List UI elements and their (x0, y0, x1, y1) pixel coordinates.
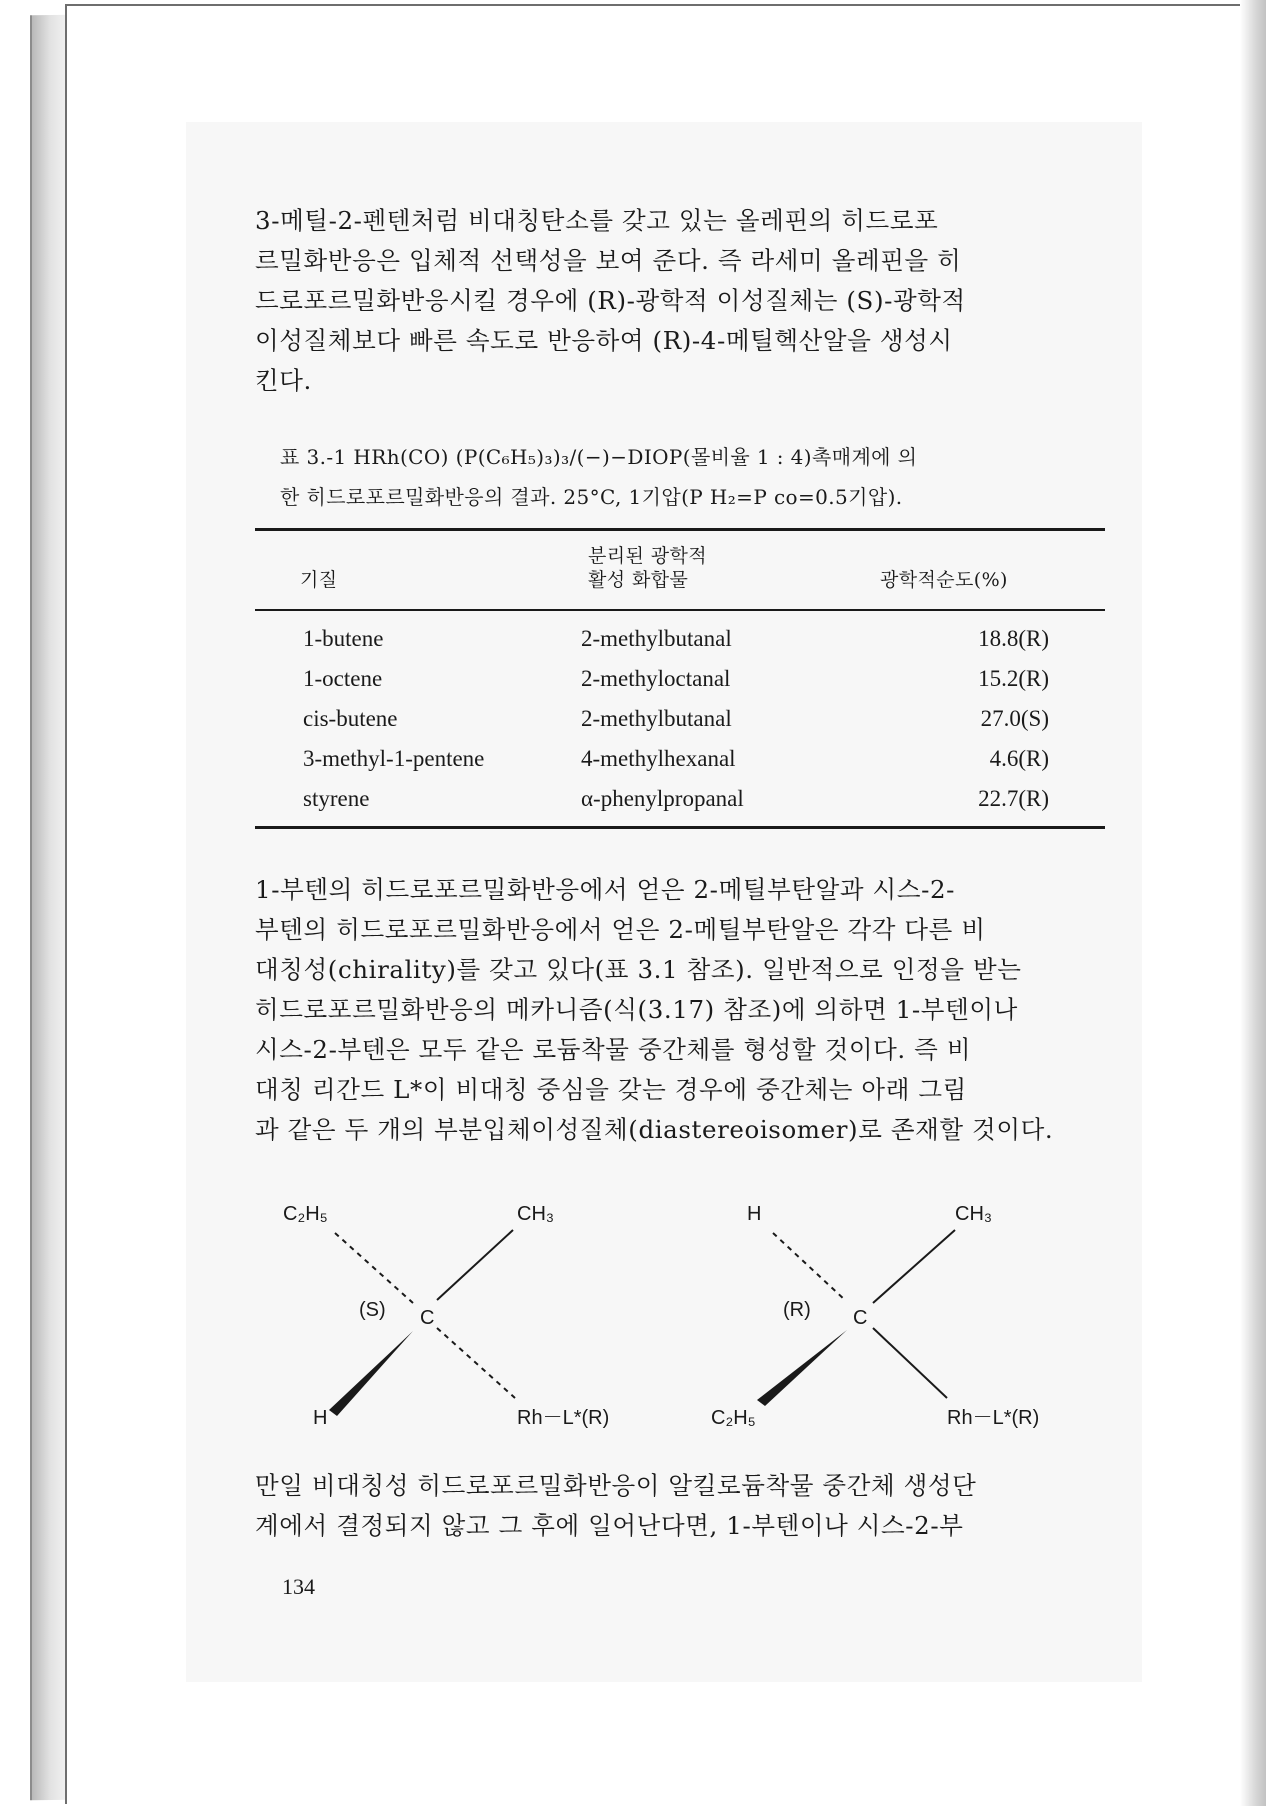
table-header-rule (255, 609, 1105, 611)
wedge-bond (329, 1331, 413, 1416)
cell-product: 2-methylbutanal (581, 626, 732, 651)
page-number: 134 (282, 1574, 315, 1599)
diastereomer-diagram (255, 1188, 1135, 1458)
cell-substrate: 3-methyl-1-pentene (303, 746, 485, 771)
text-line: 만일 비대칭성 히드로포르밀화반응이 알킬로듐착물 중간체 생성단 (255, 1471, 977, 1500)
substituent-label: CH₃ (955, 1203, 993, 1225)
cell-purity: 15.2(R) (978, 666, 1049, 691)
text-line: 킨다. (255, 366, 312, 395)
cell-product: 4-methylhexanal (581, 746, 736, 771)
configuration-label: (S) (359, 1299, 386, 1321)
hashed-bond (773, 1233, 845, 1300)
cell-substrate: styrene (303, 786, 370, 811)
table-row (303, 700, 1073, 740)
hashed-bond (437, 1328, 515, 1398)
cell-substrate: 1-butene (303, 626, 384, 651)
cell-product: 2-methylbutanal (581, 706, 732, 731)
text-line: 드로포르밀화반응시킬 경우에 (R)-광학적 이성질체는 (S)-광학적 (255, 286, 966, 315)
substituent-label: H (313, 1407, 328, 1429)
text-line: 히드로포르밀화반응의 메카니즘(식(3.17) 참조)에 의하면 1-부텐이나 (255, 995, 1018, 1024)
caption-line: 한 히드로포르밀화반응의 결과. 25°C, 1기압(P H₂=P co=0.5기압). (280, 485, 903, 509)
cell-purity: 4.6(R) (989, 746, 1049, 771)
paragraph-intro (255, 201, 1105, 401)
structure-s (283, 1203, 609, 1429)
text-line: 시스-2-부텐은 모두 같은 로듐착물 중간체를 형성할 것이다. 즉 비 (255, 1035, 972, 1064)
substituent-label: CH₃ (517, 1203, 555, 1225)
header-substrate: 기질 (300, 569, 338, 591)
text-line: 과 같은 두 개의 부분입체이성질체(diastereoisomer)로 존재할 것이다. (255, 1115, 1054, 1144)
header-purity: 광학적순도(%) (880, 569, 1008, 591)
table-row (303, 660, 1073, 700)
paragraph-mechanism (255, 870, 1105, 1150)
table-caption (280, 437, 1100, 517)
cell-substrate: 1-octene (303, 666, 383, 691)
cell-purity: 22.7(R) (978, 786, 1049, 811)
text-line: 이성질체보다 빠른 속도로 반응하여 (R)-4-메틸헥산알을 생성시 (255, 326, 953, 355)
page-edge-shadow (1240, 0, 1266, 1806)
hashed-bond (335, 1233, 413, 1303)
table-bottom-rule (255, 826, 1105, 829)
substituent-label: Rh－L*(R) (947, 1407, 1040, 1429)
paragraph-conclusion (255, 1466, 1105, 1546)
text-line: 부텐의 히드로포르밀화반응에서 얻은 2-메틸부탄알은 각각 다른 비 (255, 915, 986, 944)
substituent-label: C₂H₅ (711, 1407, 756, 1429)
central-carbon-label: C (420, 1307, 435, 1329)
table-row (303, 740, 1073, 780)
substituent-label: Rh－L*(R) (517, 1407, 610, 1429)
table-row (303, 780, 1073, 820)
cell-purity: 18.8(R) (978, 626, 1049, 651)
substituent-label: H (747, 1203, 762, 1225)
cell-purity: 27.0(S) (980, 706, 1049, 731)
text-line: 르밀화반응은 입체적 선택성을 보여 준다. 즉 라세미 올레핀을 히 (255, 246, 962, 275)
plain-bond (873, 1328, 947, 1398)
table-body (303, 620, 1073, 820)
wedge-bond (757, 1330, 847, 1406)
text-line: 계에서 결정되지 않고 그 후에 일어난다면, 1-부텐이나 시스-2-부 (255, 1511, 964, 1540)
table-row (303, 620, 1073, 660)
substituent-label: C₂H₅ (283, 1203, 328, 1225)
text-line: 1-부텐의 히드로포르밀화반응에서 얻은 2-메틸부탄알과 시스-2- (255, 875, 956, 904)
structure-r (711, 1203, 1039, 1429)
cell-product: α-phenylpropanal (581, 786, 744, 811)
cell-product: 2-methyloctanal (581, 666, 731, 691)
header-product-line: 분리된 광학적 (588, 545, 707, 567)
central-carbon-label: C (853, 1307, 868, 1329)
caption-line: 표 3.-1 HRh(CO) (P(C₆H₅)₃)₃/(−)−DIOP(몰비율 1 : 4)촉매계에 의 (280, 445, 918, 469)
text-line: 대칭 리간드 L*이 비대칭 중심을 갖는 경우에 중간체는 아래 그림 (255, 1075, 967, 1104)
configuration-label: (R) (783, 1299, 811, 1321)
plain-bond (437, 1230, 513, 1300)
text-line: 대칭성(chirality)를 갖고 있다(표 3.1 참조). 일반적으로 인정을 받는 (255, 955, 1022, 984)
plain-bond (873, 1230, 955, 1303)
table-top-rule (255, 528, 1105, 531)
header-product (588, 544, 707, 592)
cell-substrate: cis-butene (303, 706, 398, 731)
text-line: 3-메틸-2-펜텐처럼 비대칭탄소를 갖고 있는 올레핀의 히드로포 (255, 206, 939, 235)
header-product-line: 활성 화합물 (588, 569, 689, 591)
